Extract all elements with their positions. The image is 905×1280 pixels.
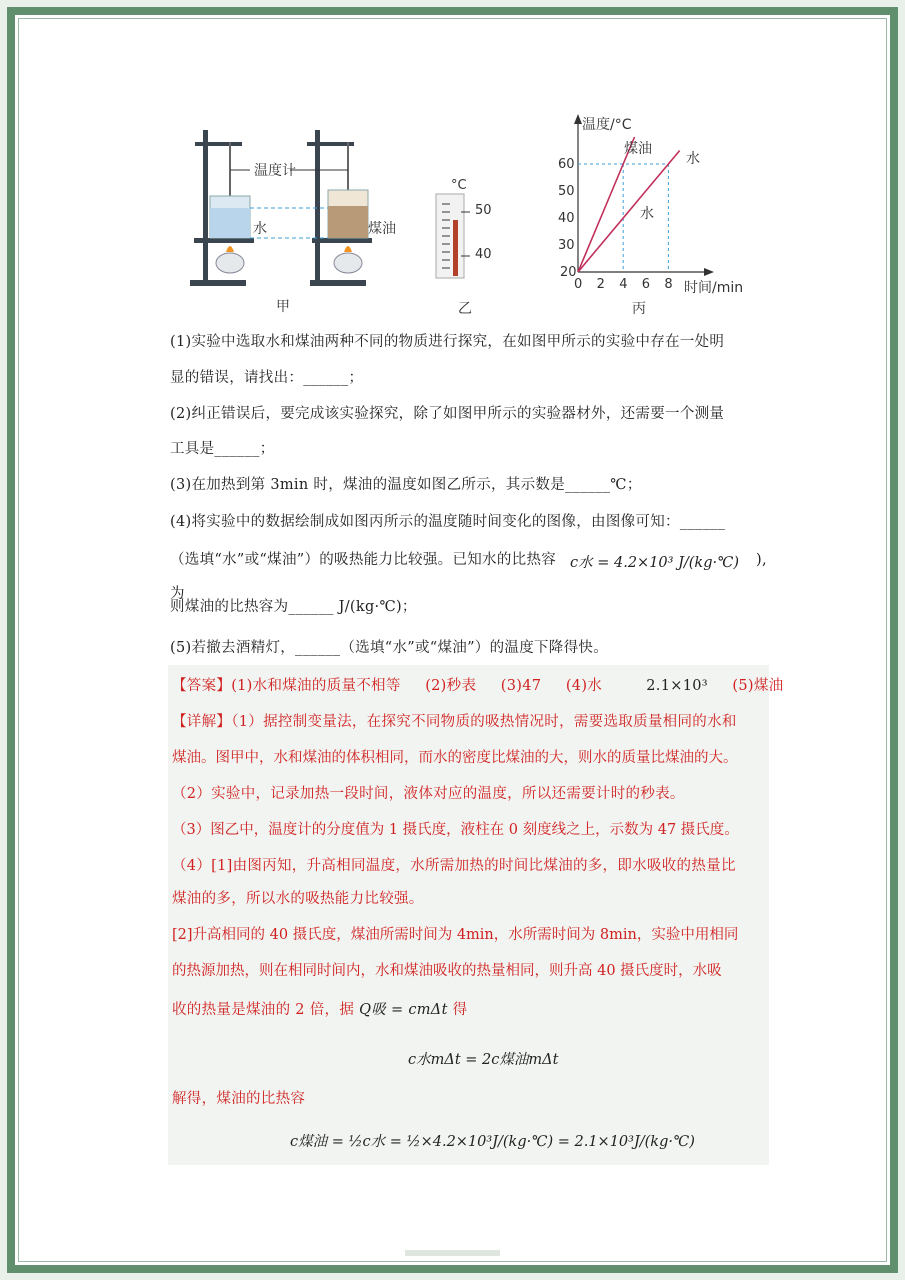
explanation-text-9-end: 得: [452, 1002, 468, 1018]
explanation-line-4: （3）图乙中，温度计的分度值为 1 摄氏度，液柱在 0 刻度线之上，示数为 47 摄氏度。: [172, 822, 739, 838]
answer-tag: 【答案】: [172, 678, 232, 694]
explanation-text-1: （1）据控制变量法，在探究不同物质的吸热情况时，需要选取质量相同的水和: [231, 714, 737, 730]
chart-series-label-kerosene: 煤油: [624, 141, 652, 157]
explanation-line-3: （2）实验中，记录加热一段时间，液体对应的温度，所以还需要计时的秒表。: [172, 786, 685, 802]
explanation-line-6: 煤油的多，所以水的吸热能力比较强。: [172, 891, 424, 907]
series-line-1: [578, 151, 680, 273]
answer-3: (3)47: [500, 678, 542, 694]
question-1-line-2: 显的错误，请找出：______；: [170, 370, 364, 386]
explanation-line-10: 解得，煤油的比热容: [172, 1091, 306, 1107]
explanation-line-9: [172, 993, 768, 1027]
chart-ylabel: 温度/°C: [582, 117, 632, 133]
question-4-line-2-end: ),: [756, 552, 767, 568]
stand-water: [190, 130, 254, 286]
chart-xlabel: 时间/min: [684, 280, 744, 296]
question-1-line-1: (1)实验中选取水和煤油两种不同的物质进行探究，在如图甲所示的实验中存在一处明: [170, 334, 725, 350]
explanation-line-1: [172, 705, 768, 739]
explanation-tag: 【详解】: [172, 714, 232, 730]
explanation-line-5: （4）[1]由图丙知，升高相同温度，水所需加热的时间比煤油的多，即水吸收的热量比: [172, 858, 736, 874]
answer-line: [172, 669, 784, 703]
label-kerosene: 煤油: [368, 221, 396, 237]
footer-watermark: [405, 1250, 500, 1256]
question-4-line-2: （选填“水”或“煤油”）的吸热能力比较强。已知水的比热容为: [170, 552, 557, 602]
x-tick-label: 8: [664, 277, 673, 292]
explanation-text-9: 收的热量是煤油的 2 倍，据: [172, 1002, 355, 1018]
caption-bing: 丙: [632, 301, 646, 317]
chart-annotation-water: 水: [640, 206, 654, 222]
question-3: (3)在加热到第 3min 时，煤油的温度如图乙所示，其示数是______℃；: [170, 477, 642, 493]
caption-jia: 甲: [276, 299, 290, 315]
caption-yi: 乙: [458, 301, 472, 317]
y-tick-label: 50: [558, 184, 575, 199]
explanation-line-7: [2]升高相同的 40 摄氏度，煤油所需时间为 4min，水所需时间为 8min，实验中用相同: [172, 927, 739, 943]
question-4-formula: c水 = 4.2×10³ J/(kg·℃): [570, 555, 739, 571]
y-tick-label: 60: [558, 157, 575, 172]
answer-5: (5)煤油: [732, 678, 784, 694]
answer-4: (4)水: [565, 678, 603, 694]
question-4-line-1: (4)将实验中的数据绘制成如图丙所示的温度随时间变化的图像，由图像可知：______: [170, 514, 726, 530]
label-tick-40: 40: [475, 247, 492, 262]
explanation-line-2: 煤油。图甲中，水和煤油的体积相同，而水的密度比煤油的大，则水的质量比煤油的大。: [172, 750, 738, 766]
label-water: 水: [253, 221, 267, 237]
equation-2: c煤油 = ½c水 = ½×4.2×10³J/(kg·℃) = 2.1×10³J/(kg·℃): [290, 1134, 695, 1150]
x-tick-label: 0: [574, 277, 583, 292]
y-tick-label: 20: [560, 265, 577, 280]
x-tick-label: 6: [641, 277, 651, 292]
label-thermometer: 温度计: [254, 163, 296, 179]
chart-series-label-water: 水: [686, 151, 700, 167]
label-celsius: °C: [451, 178, 467, 193]
y-tick-label: 40: [558, 211, 575, 226]
thermometer-zoom: [436, 194, 470, 278]
figure-area: [170, 112, 770, 327]
y-tick-label: 30: [558, 238, 575, 253]
x-tick-label: 4: [619, 277, 628, 292]
explanation-line-8: 的热源加热，则在相同时间内，水和煤油吸收的热量相同，则升高 40 摄氏度时，水吸: [172, 963, 722, 979]
answer-2: (2)秒表: [425, 678, 477, 694]
question-5: (5)若撤去酒精灯，______（选填“水”或“煤油”）的温度下降得快。: [170, 640, 608, 656]
label-tick-50: 50: [475, 203, 492, 218]
question-2-line-2: 工具是______；: [170, 441, 275, 457]
equation-1: c水mΔt = 2c煤油mΔt: [408, 1052, 559, 1068]
x-tick-label: 2: [596, 277, 605, 292]
question-4-line-3: 则煤油的比热容为______ J/(kg·℃)；: [170, 599, 417, 615]
answer-1: (1)水和煤油的质量不相等: [231, 678, 401, 694]
question-2-line-1: (2)纠正错误后，要完成该实验探究，除了如图甲所示的实验器材外，还需要一个测量: [170, 406, 725, 422]
explanation-formula-q: Q吸 = cmΔt: [359, 1002, 448, 1018]
answer-4-value: 2.1×10³: [646, 678, 708, 694]
